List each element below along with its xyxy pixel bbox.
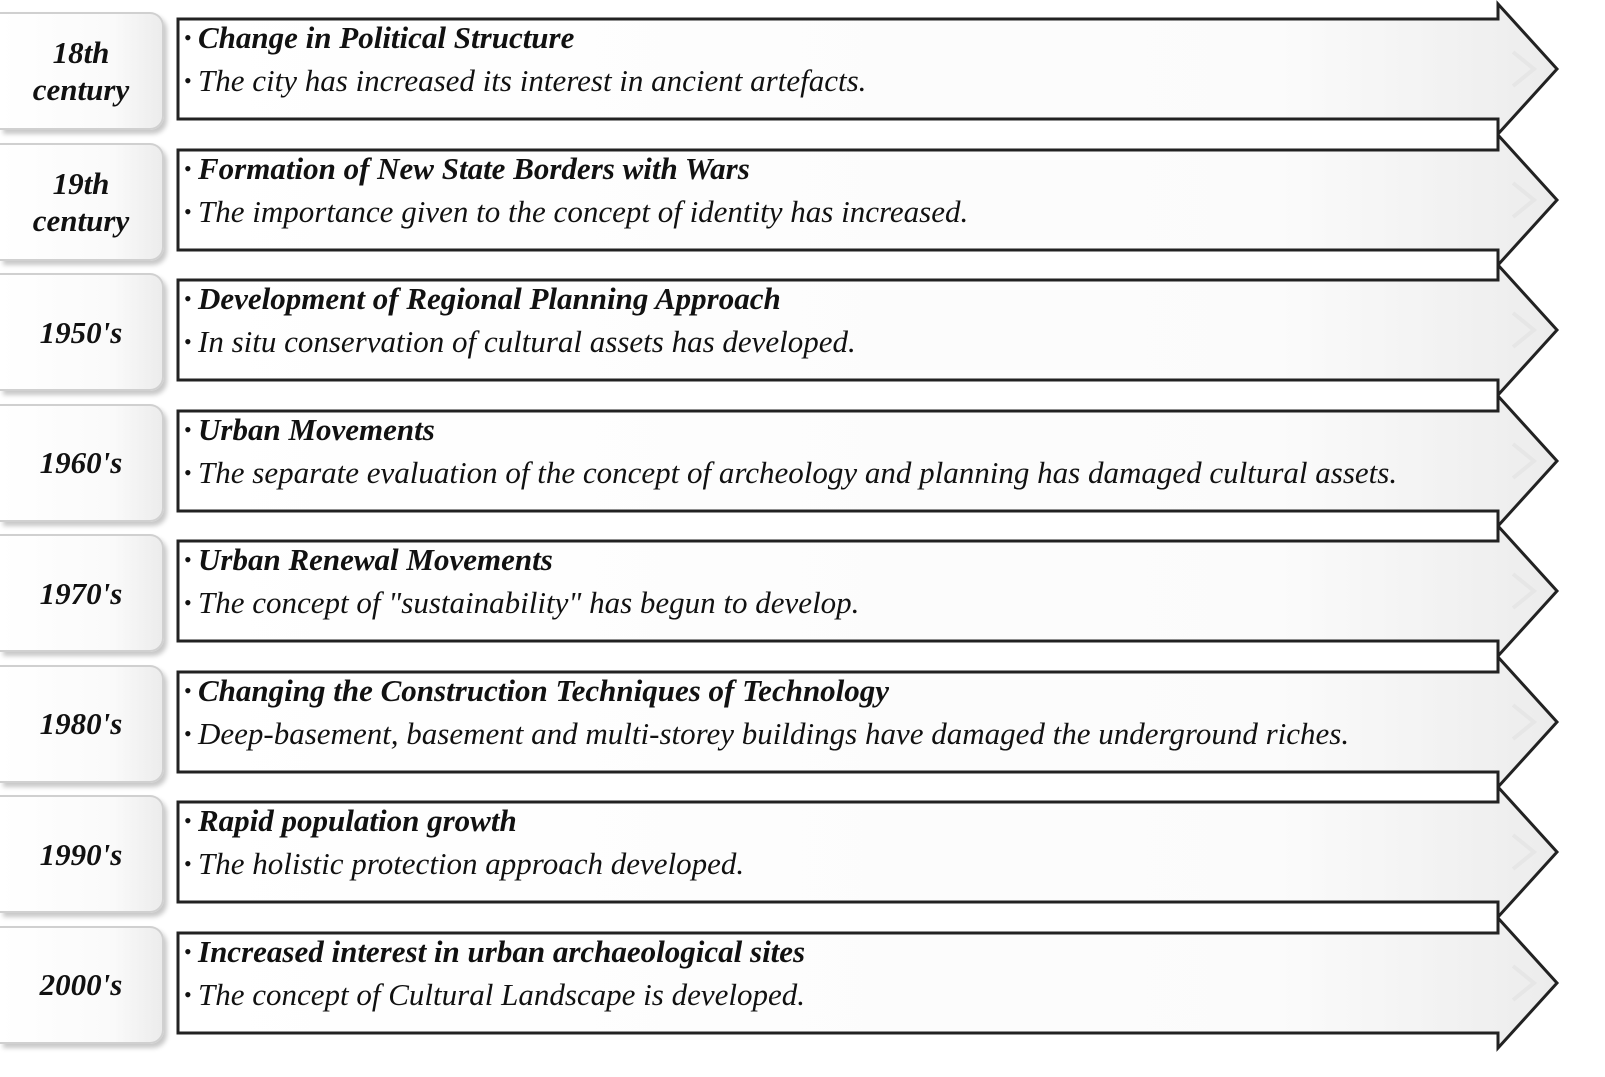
event-heading — [184, 669, 1514, 712]
event-detail-text: The concept of "sustainability" has begun to develop. — [198, 585, 860, 620]
timeline-row — [0, 785, 1605, 919]
event-detail-text: The importance given to the concept of identity has increased. — [198, 193, 969, 229]
period-box — [0, 143, 164, 261]
event-heading-text: Urban Movements — [198, 411, 435, 447]
event-heading-text: Development of Regional Planning Approach — [198, 281, 781, 316]
arrow-text — [184, 16, 1514, 102]
arrow-text — [184, 669, 1514, 755]
event-detail-text: In situ conservation of cultural assets has developed. — [198, 324, 856, 359]
timeline-row — [0, 2, 1605, 136]
event-detail-text: The concept of Cultural Landscape is developed. — [198, 976, 805, 1012]
period-label: 18th century — [32, 35, 130, 107]
period-box — [0, 795, 164, 913]
bullet-icon: • — [184, 25, 192, 50]
period-label: 1970's — [39, 575, 123, 611]
bullet-icon: • — [184, 590, 192, 615]
arrow-text — [184, 277, 1514, 363]
period-box — [0, 926, 164, 1044]
bullet-icon: • — [184, 808, 192, 833]
event-heading — [184, 408, 1514, 451]
event-detail-text: The city has increased its interest in ancient artefacts. — [198, 63, 867, 98]
arrow-text — [184, 147, 1514, 233]
bullet-icon: • — [184, 851, 192, 876]
period-box — [0, 534, 164, 652]
period-label: 19th century — [32, 165, 130, 238]
event-heading-text: Urban Renewal Movements — [198, 542, 553, 577]
event-heading — [184, 799, 1514, 842]
bullet-icon: • — [184, 981, 192, 1007]
timeline-row — [0, 524, 1605, 658]
event-detail — [184, 451, 1514, 494]
event-heading — [184, 16, 1514, 59]
event-detail — [184, 59, 1514, 102]
bullet-icon: • — [184, 459, 192, 485]
event-detail-text: The separate evaluation of the concept of archeology and planning has damaged cultural assets. — [198, 454, 1398, 490]
event-heading — [184, 277, 1514, 320]
bullet-icon: • — [184, 198, 192, 224]
arrow-text — [184, 930, 1514, 1016]
event-heading — [184, 147, 1514, 190]
bullet-icon: • — [184, 68, 192, 93]
event-detail-text: The holistic protection approach developed. — [198, 846, 745, 881]
timeline-row — [0, 394, 1605, 528]
timeline-row — [0, 655, 1605, 789]
bullet-icon: • — [184, 329, 192, 354]
arrow-text — [184, 799, 1514, 885]
event-detail — [184, 320, 1514, 363]
bullet-icon: • — [184, 677, 192, 703]
bullet-icon: • — [184, 286, 192, 311]
bullet-icon: • — [184, 416, 192, 442]
period-label: 1960's — [39, 445, 123, 480]
period-label: 1980's — [39, 706, 123, 741]
arrow-text — [184, 408, 1514, 494]
period-label: 2000's — [39, 967, 123, 1002]
period-box — [0, 404, 164, 522]
timeline-row — [0, 263, 1605, 397]
period-label: 1950's — [39, 314, 123, 350]
event-heading-text: Changing the Construction Techniques of Technology — [198, 672, 890, 708]
bullet-icon: • — [184, 938, 192, 964]
event-detail — [184, 842, 1514, 885]
event-heading-text: Increased interest in urban archaeological sites — [198, 933, 806, 969]
period-box — [0, 12, 164, 130]
period-label: 1990's — [39, 836, 123, 872]
event-detail-text: Deep-basement, basement and multi-storey buildings have damaged the underground riches. — [198, 715, 1350, 751]
event-detail — [184, 973, 1514, 1016]
event-heading-text: Formation of New State Borders with Wars — [198, 150, 750, 186]
bullet-icon: • — [184, 720, 192, 746]
event-heading — [184, 538, 1514, 581]
event-detail — [184, 712, 1514, 755]
period-box — [0, 273, 164, 391]
event-heading-text: Rapid population growth — [198, 803, 517, 838]
timeline-row — [0, 133, 1605, 267]
bullet-icon: • — [184, 155, 192, 181]
event-detail — [184, 190, 1514, 233]
arrow-text — [184, 538, 1514, 624]
event-heading-text: Change in Political Structure — [198, 20, 575, 55]
period-box — [0, 665, 164, 783]
timeline-row — [0, 916, 1605, 1050]
bullet-icon: • — [184, 547, 192, 572]
event-detail — [184, 581, 1514, 624]
event-heading — [184, 930, 1514, 973]
